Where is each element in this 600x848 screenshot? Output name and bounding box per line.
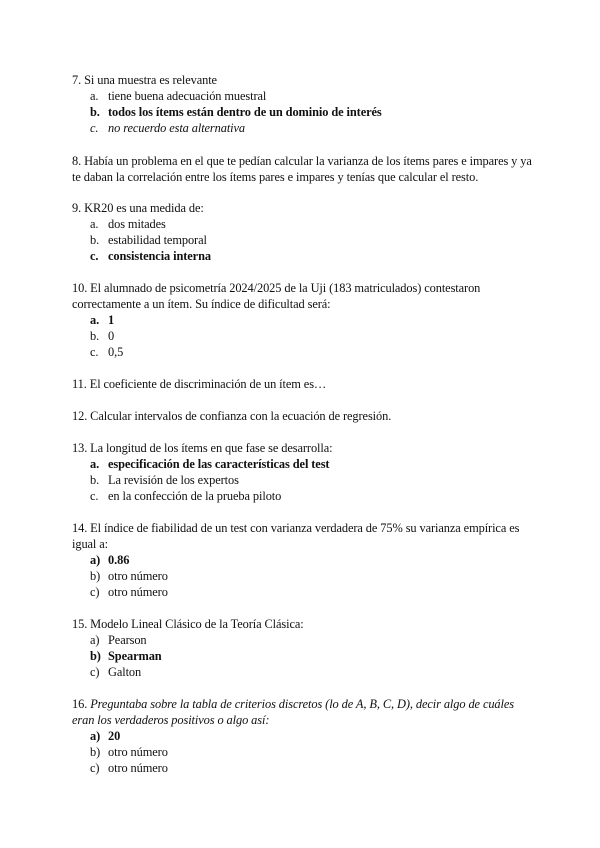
option-c [90, 664, 532, 680]
question-stem: 13. La longitud de los ítems en que fase se desarrolla: [72, 441, 333, 455]
option-text: tiene buena adecuación muestral [108, 89, 267, 103]
question-stem: 11. El coeficiente de discriminación de un ítem es… [72, 377, 327, 391]
option-marker: b) [90, 745, 101, 759]
option-marker: c) [90, 665, 100, 679]
option-c [90, 584, 534, 600]
question-number: 16. [72, 697, 88, 711]
option-text: otro número [108, 745, 168, 759]
option-marker: c) [90, 585, 100, 599]
option-text: otro número [108, 585, 168, 599]
question-9 [72, 200, 532, 264]
option-b [90, 648, 532, 664]
option-marker: a. [90, 457, 100, 471]
option-marker: b. [90, 329, 100, 343]
question-text: Preguntaba sobre la tabla de criterios discretos (lo de A, B, C, D), decir algo de cuáles eran los verdaderos positivos o algo así: [72, 697, 514, 727]
question-15 [72, 616, 532, 680]
option-marker: c. [90, 489, 99, 503]
option-marker: c. [90, 121, 99, 135]
option-text: especificación de las características del test [108, 457, 330, 471]
option-list [72, 312, 532, 360]
option-text: en la confección de la prueba piloto [108, 489, 282, 503]
option-c [90, 344, 532, 360]
question-8 [72, 153, 534, 185]
question-stem: 9. KR20 es una medida de: [72, 201, 204, 215]
option-b [90, 568, 534, 584]
option-text: consistencia interna [108, 249, 211, 263]
option-b [90, 104, 532, 120]
option-text: Spearman [108, 649, 162, 663]
option-marker: b) [90, 569, 101, 583]
option-text: Pearson [108, 633, 147, 647]
question-stem: 7. Si una muestra es relevante [72, 73, 217, 87]
option-a [90, 552, 534, 568]
question-14 [72, 520, 534, 600]
option-text: 0 [108, 329, 115, 343]
option-a [90, 728, 534, 744]
question-10 [72, 280, 532, 360]
option-text: estabilidad temporal [108, 233, 207, 247]
option-a [90, 312, 532, 328]
option-list [72, 88, 532, 136]
question-12 [72, 408, 532, 424]
question-stem [72, 696, 534, 728]
option-a [90, 456, 532, 472]
option-text: Galton [108, 665, 142, 679]
option-list [72, 456, 532, 504]
question-stem: 15. Modelo Lineal Clásico de la Teoría Clásica: [72, 617, 304, 631]
option-marker: c) [90, 761, 100, 775]
option-text: 1 [108, 313, 115, 327]
option-list [72, 728, 534, 776]
option-c [90, 248, 532, 264]
option-b [90, 328, 532, 344]
option-list [72, 632, 532, 680]
question-13 [72, 440, 532, 504]
option-text: 20 [108, 729, 121, 743]
option-list [72, 216, 532, 264]
option-a [90, 632, 532, 648]
option-text: no recuerdo esta alternativa [108, 121, 246, 135]
option-b [90, 744, 534, 760]
option-marker: a) [90, 633, 100, 647]
question-stem: 14. El índice de fiabilidad de un test con varianza verdadera de 75% su varianza empírica es igual a: [72, 521, 520, 551]
option-text: La revisión de los expertos [108, 473, 239, 487]
option-marker: a) [90, 729, 101, 743]
option-marker: b. [90, 233, 100, 247]
option-text: otro número [108, 761, 168, 775]
option-b [90, 232, 532, 248]
question-stem: 10. El alumnado de psicometría 2024/2025 de la Uji (183 matriculados) contestaron correctamente a un ítem. Su índice de dificultad será: [72, 281, 481, 311]
option-marker: b. [90, 473, 100, 487]
question-7 [72, 72, 532, 136]
option-marker: a. [90, 89, 99, 103]
option-list [72, 552, 534, 600]
option-marker: a) [90, 553, 101, 567]
option-marker: b. [90, 105, 100, 119]
question-stem: 12. Calcular intervalos de confianza con la ecuación de regresión. [72, 409, 392, 423]
question-16 [72, 696, 534, 776]
option-text: dos mitades [108, 217, 166, 231]
option-marker: a. [90, 217, 99, 231]
option-text: todos los ítems están dentro de un dominio de interés [108, 105, 382, 119]
option-text: otro número [108, 569, 168, 583]
option-marker: a. [90, 313, 100, 327]
option-marker: b) [90, 649, 101, 663]
option-a [90, 216, 532, 232]
question-stem: 8. Había un problema en el que te pedían calcular la varianza de los ítems pares e impares y ya te daban la correlación entre los ítems pares e impares y tenías que calcular el resto. [72, 154, 532, 184]
option-c [90, 760, 534, 776]
question-11 [72, 376, 532, 392]
option-b [90, 472, 532, 488]
option-text: 0.86 [108, 553, 130, 567]
option-marker: c. [90, 345, 99, 359]
option-a [90, 88, 532, 104]
option-c [90, 120, 532, 136]
option-c [90, 488, 532, 504]
option-text: 0,5 [108, 345, 124, 359]
option-marker: c. [90, 249, 99, 263]
